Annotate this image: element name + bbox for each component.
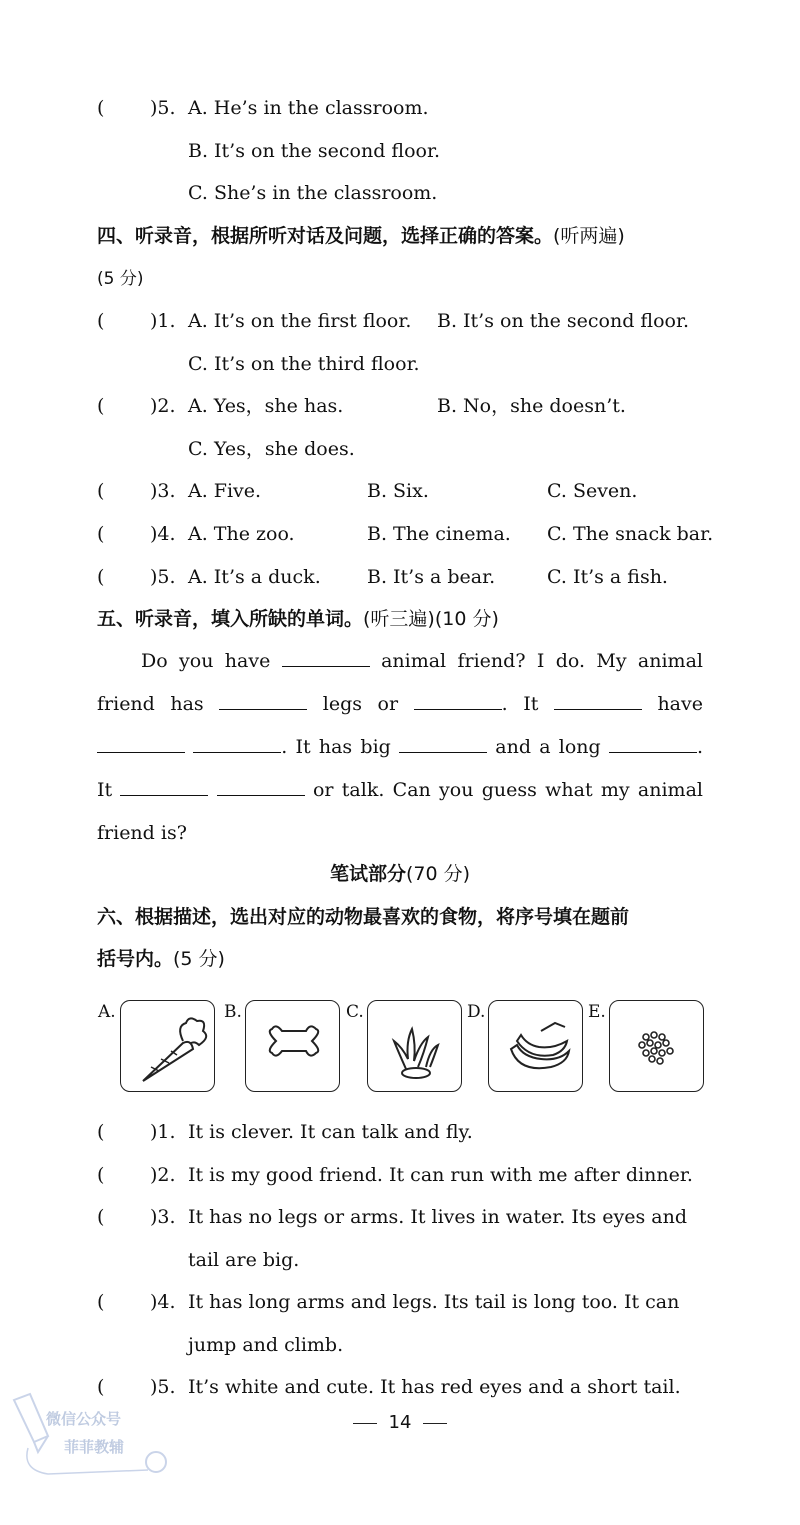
passage-text: or talk. Can you guess what my animal: [312, 779, 703, 801]
question-number: )2.: [150, 395, 176, 417]
fill-blank[interactable]: [193, 734, 281, 753]
question-text: It’s white and cute. It has red eyes and a short tail.: [188, 1376, 681, 1398]
passage-text: animal friend? I do. My animal: [381, 650, 703, 672]
question-text: It is clever. It can talk and fly.: [188, 1121, 473, 1143]
picture-label: A.: [98, 1002, 116, 1022]
fill-blank[interactable]: [414, 691, 502, 710]
passage-text: friend has: [97, 693, 204, 715]
pencil-magnifier-icon: [8, 1390, 168, 1480]
section-6-heading: 括号内。: [97, 948, 174, 970]
passage-line-2: [97, 683, 703, 726]
question-text: It has long arms and legs. Its tail is long too. It can: [188, 1291, 680, 1313]
question-text: It has no legs or arms. It lives in water. Its eyes and: [188, 1206, 688, 1228]
fill-blank[interactable]: [609, 734, 697, 753]
answer-paren: (: [97, 480, 105, 502]
watermark: [8, 1390, 168, 1480]
section-6-title-cont: [97, 947, 225, 971]
section-6-points: (5 分): [173, 948, 225, 970]
fill-blank[interactable]: [282, 648, 370, 667]
passage-text: . It has big: [281, 736, 391, 758]
picture-a: [120, 1000, 215, 1092]
option-c: C. Seven.: [547, 480, 638, 502]
passage-text: .: [696, 736, 703, 758]
question-number: )5.: [150, 97, 176, 119]
question-text-cont: jump and climb.: [188, 1334, 344, 1356]
picture-d: [488, 1000, 583, 1092]
answer-paren: (: [97, 523, 105, 545]
option-a: A. It’s a duck.: [188, 566, 321, 588]
option-c: C. The snack bar.: [547, 523, 714, 545]
answer-paren: (: [97, 97, 105, 119]
watermark-line-2: 菲菲教辅: [64, 1438, 125, 1456]
question-number: )2.: [150, 1164, 176, 1186]
written-part-heading: 笔试部分: [329, 863, 406, 885]
answer-paren: (: [97, 1121, 105, 1143]
answer-paren: (: [97, 395, 105, 417]
picture-label: E.: [588, 1002, 606, 1022]
section-4-heading: 四、听录音，根据所听对话及问题，选择正确的答案。: [97, 225, 554, 247]
answer-paren: (: [97, 1291, 105, 1313]
bananas-icon: [489, 1001, 584, 1093]
option-c: C. Yes，she does.: [188, 438, 355, 460]
option-c: C. It’s a fish.: [547, 566, 668, 588]
answer-paren: (: [97, 310, 105, 332]
section-4-points: (5 分): [97, 269, 144, 289]
written-part-title: [0, 862, 800, 886]
question-number: )5.: [150, 566, 176, 588]
written-part-points: (70 分): [405, 863, 471, 885]
option-a: A. It’s on the first floor.: [188, 310, 412, 332]
page-number: 14: [388, 1412, 412, 1433]
seaweed-icon: [368, 1001, 463, 1093]
option-a: A. Five.: [188, 480, 262, 502]
answer-paren: (: [97, 1164, 105, 1186]
option-c: C. She’s in the classroom.: [188, 182, 438, 204]
bone-icon: [246, 1001, 341, 1093]
picture-label: C.: [346, 1002, 364, 1022]
section-4-note: (听两遍): [553, 225, 625, 247]
section-6-title: 六、根据描述，选出对应的动物最喜欢的食物，将序号填在题前: [97, 906, 630, 928]
question-number: )3.: [150, 480, 176, 502]
fill-blank[interactable]: [399, 734, 487, 753]
section-5-note: (听三遍)(10 分): [363, 608, 499, 630]
picture-label: D.: [467, 1002, 486, 1022]
picture-e: [609, 1000, 704, 1092]
picture-label: B.: [224, 1002, 242, 1022]
picture-b: [245, 1000, 340, 1092]
watermark-line-1: 微信公众号: [46, 1410, 122, 1428]
passage-text: have: [657, 693, 703, 715]
question-number: )5.: [150, 1376, 176, 1398]
option-a: A. He’s in the classroom.: [188, 97, 429, 119]
fill-blank[interactable]: [219, 691, 307, 710]
option-b: B. It’s a bear.: [367, 566, 496, 588]
answer-paren: (: [97, 566, 105, 588]
section-5-title: [97, 607, 499, 631]
passage-text: friend is?: [97, 822, 187, 844]
answer-paren: (: [97, 1376, 105, 1398]
fill-blank[interactable]: [97, 734, 185, 753]
question-text: It is my good friend. It can run with me after dinner.: [188, 1164, 693, 1186]
passage-text: . It: [501, 693, 539, 715]
option-a: A. Yes，she has.: [188, 395, 344, 417]
passage-line-5: [97, 812, 703, 855]
option-a: A. The zoo.: [188, 523, 295, 545]
option-c: C. It’s on the third floor.: [188, 353, 420, 375]
seeds-icon: [610, 1001, 705, 1093]
fill-blank[interactable]: [217, 777, 305, 796]
passage-text: legs or: [322, 693, 399, 715]
section-4-title: [97, 224, 625, 248]
option-b: B. The cinema.: [367, 523, 511, 545]
question-number: )1.: [150, 310, 176, 332]
option-b: B. No，she doesn’t.: [437, 395, 626, 417]
question-number: )3.: [150, 1206, 176, 1228]
passage-line-3: [97, 726, 703, 769]
option-b: B. It’s on the second floor.: [437, 310, 689, 332]
fill-blank[interactable]: [120, 777, 208, 796]
passage-text: and a long: [495, 736, 601, 758]
picture-c: [367, 1000, 462, 1092]
question-number: )4.: [150, 1291, 176, 1313]
passage-line-1: [97, 640, 703, 683]
section-5-heading: 五、听录音，填入所缺的单词。: [97, 608, 364, 630]
footer-dash: [423, 1423, 447, 1424]
fill-blank[interactable]: [554, 691, 642, 710]
question-text-cont: tail are big.: [188, 1249, 300, 1271]
option-b: B. It’s on the second floor.: [188, 140, 440, 162]
footer-dash: [353, 1423, 377, 1424]
question-number: )1.: [150, 1121, 176, 1143]
carrot-icon: [121, 1001, 216, 1093]
passage-line-4: [97, 769, 703, 812]
passage-text: It: [97, 779, 113, 801]
answer-paren: (: [97, 1206, 105, 1228]
passage-text: Do you have: [141, 650, 271, 672]
question-number: )4.: [150, 523, 176, 545]
option-b: B. Six.: [367, 480, 429, 502]
